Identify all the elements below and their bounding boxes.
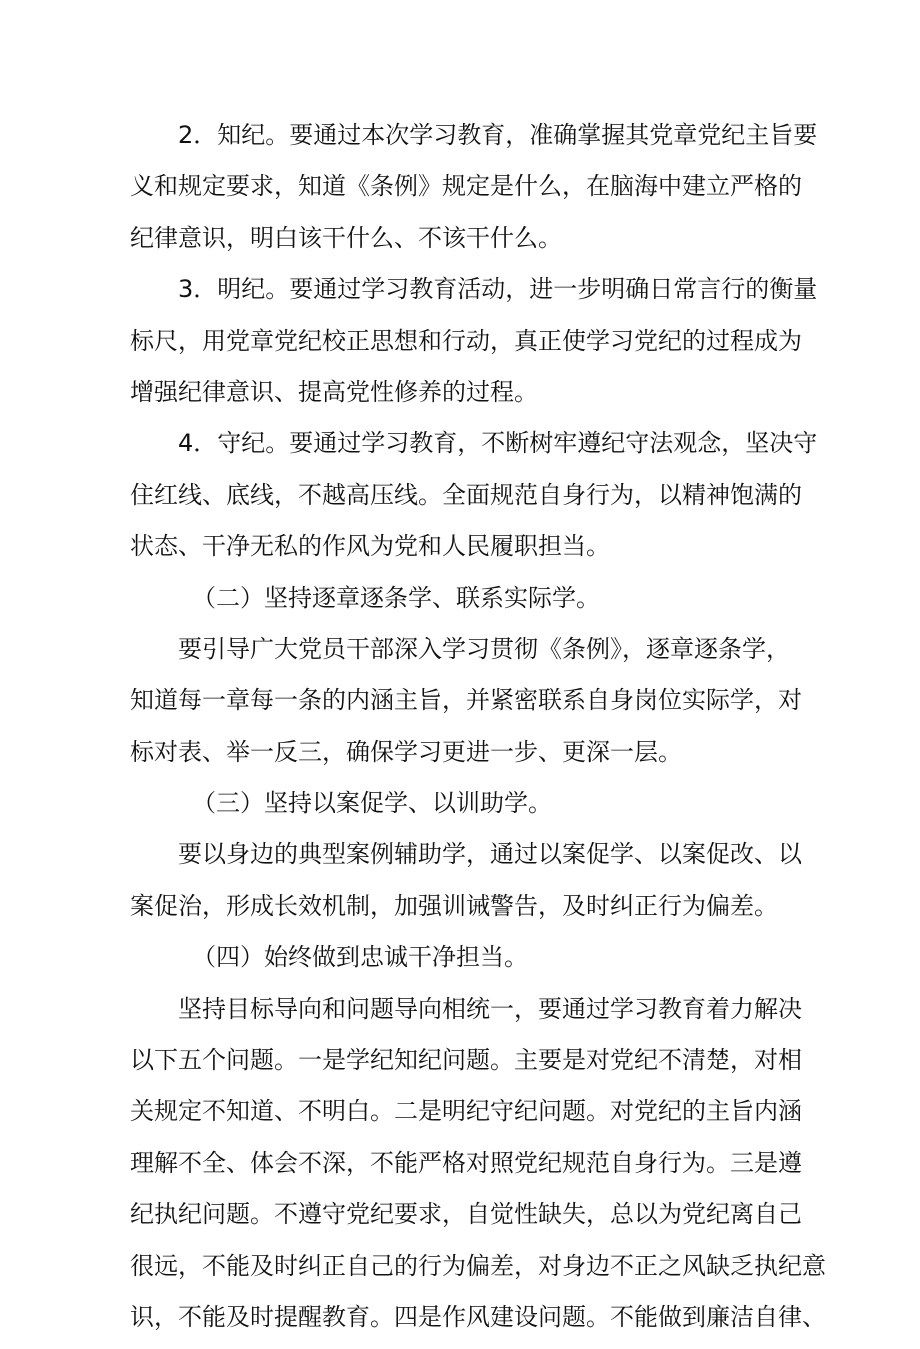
section-4-line-1: 坚持目标导向和问题导向相统一，要通过学习教育着力解决 xyxy=(178,994,802,1023)
section-3-line-1: 要以身边的典型案例辅助学，通过以案促学、以案促改、以 xyxy=(178,840,802,869)
item-4-line-2: 住红线、底线，不越高压线。全面规范自身行为，以精神饱满的 xyxy=(130,480,802,509)
item-4-line-3: 状态、干净无私的作风为党和人民履职担当。 xyxy=(130,532,610,561)
item-3-line-2: 标尺，用党章党纪校正思想和行动，真正使学习党纪的过程成为 xyxy=(130,326,802,355)
section-4-line-2: 以下五个问题。一是学纪知纪问题。主要是对党纪不清楚，对相 xyxy=(130,1046,802,1075)
item-3-line-3: 增强纪律意识、提高党性修养的过程。 xyxy=(130,377,538,406)
item-2-line-2: 义和规定要求，知道《条例》规定是什么，在脑海中建立严格的 xyxy=(130,172,802,201)
item-3-line-1: 3．明纪。要通过学习教育活动，进一步明确日常言行的衡量 xyxy=(178,275,818,304)
section-3-line-2: 案促治，形成长效机制，加强训诫警告，及时纠正行为偏差。 xyxy=(130,891,778,920)
section-4-line-4: 理解不全、体会不深，不能严格对照党纪规范自身行为。三是遵 xyxy=(130,1148,802,1177)
item-2-line-1: 2．知纪。要通过本次学习教育，准确掌握其党章党纪主旨要 xyxy=(178,121,818,149)
item-4-line-1: 4．守纪。要通过学习教育，不断树牢遵纪守法观念，坚决守 xyxy=(178,429,818,458)
section-2-line-1: 要引导广大党员干部深入学习贯彻《条例》，逐章逐条学， xyxy=(178,634,790,663)
section-heading-3: （三）坚持以案促学、以训助学。 xyxy=(192,789,552,818)
document-body xyxy=(130,116,826,1349)
section-4-line-6: 很远，不能及时纠正自己的行为偏差，对身边不正之风缺乏执纪意 xyxy=(130,1251,826,1280)
section-4-line-3: 关规定不知道、不明白。二是明纪守纪问题。对党纪的主旨内涵 xyxy=(130,1097,802,1126)
section-2-line-2: 知道每一章每一条的内涵主旨，并紧密联系自身岗位实际学，对 xyxy=(130,686,802,715)
section-4-line-5: 纪执纪问题。不遵守党纪要求，自觉性缺失，总以为党纪离自己 xyxy=(130,1200,802,1229)
section-2-line-3: 标对表、举一反三，确保学习更进一步、更深一层。 xyxy=(130,737,682,766)
section-heading-2: （二）坚持逐章逐条学、联系实际学。 xyxy=(192,583,600,612)
section-4-line-7: 识，不能及时提醒教育。四是作风建设问题。不能做到廉洁自律、 xyxy=(130,1302,826,1331)
item-2-line-3: 纪律意识，明白该干什么、不该干什么。 xyxy=(130,223,562,252)
section-heading-4: （四）始终做到忠诚干净担当。 xyxy=(192,943,528,972)
